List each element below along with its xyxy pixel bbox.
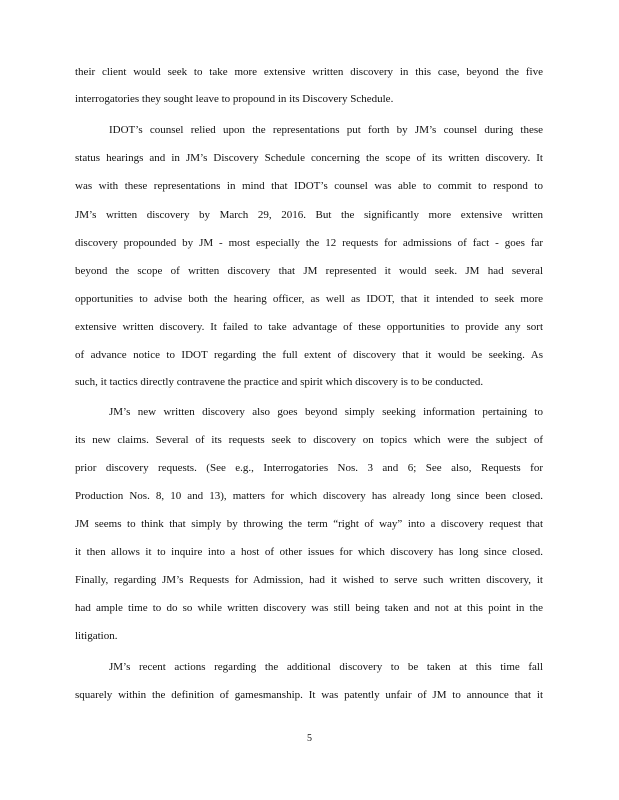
text-line-10: extensive written discovery. It failed to take advantage of these opportunities to provide any sort	[75, 321, 543, 333]
paragraph-2-first-line: JM’s new written discovery also goes beyond simply seeking information pertaining to	[109, 406, 543, 418]
text-line-5: was with these representations in mind that IDOT’s counsel was able to commit to respond to	[75, 180, 543, 192]
text-line-2: interrogatories they sought leave to propound in its Discovery Schedule.	[75, 93, 394, 105]
text-line-1: their client would seek to take more extensive written discovery in this case, beyond the five	[75, 66, 543, 78]
text-line-14: its new claims. Several of its requests seek to discovery on topics which were the subject of	[75, 434, 543, 446]
text-line-4: status hearings and in JM’s Discovery Schedule concerning the scope of its written discovery. It	[75, 152, 543, 164]
page-number: 5	[307, 733, 312, 744]
text-line-21: litigation.	[75, 630, 118, 642]
text-line-9: opportunities to advise both the hearing officer, as well as IDOT, that it intended to seek more	[75, 293, 543, 305]
text-line-12: such, it tactics directly contravene the practice and spirit which discovery is to be conducted.	[75, 376, 484, 388]
text-line-19: Finally, regarding JM’s Requests for Admission, had it wished to serve such written discovery, it	[75, 574, 543, 586]
text-line-8: beyond the scope of written discovery that JM represented it would seek. JM had several	[75, 265, 543, 277]
text-line-20: had ample time to do so while written discovery was still being taken and not at this point in the	[75, 602, 543, 614]
text-line-18: it then allows it to inquire into a host of other issues for which discovery has long since closed.	[75, 546, 543, 558]
text-line-11: of advance notice to IDOT regarding the full extent of discovery that it would be seeking. As	[75, 349, 543, 361]
paragraph-3-first-line: JM’s recent actions regarding the additional discovery to be taken at this time fall	[109, 661, 543, 673]
paragraph-1-first-line: IDOT’s counsel relied upon the representations put forth by JM’s counsel during these	[109, 124, 543, 136]
text-line-17: JM seems to think that simply by throwing the term “right of way” into a discovery request that	[75, 518, 543, 530]
text-line-23: squarely within the definition of gamesmanship. It was patently unfair of JM to announce that it	[75, 689, 543, 701]
text-line-7: discovery propounded by JM - most especially the 12 requests for admissions of fact - goes far	[75, 237, 543, 249]
text-line-15: prior discovery requests. (See e.g., Interrogatories Nos. 3 and 6; See also, Requests for	[75, 462, 543, 474]
text-line-16: Production Nos. 8, 10 and 13), matters for which discovery has already long since been closed.	[75, 490, 543, 502]
text-line-6: JM’s written discovery by March 29, 2016. But the significantly more extensive written	[75, 209, 543, 221]
